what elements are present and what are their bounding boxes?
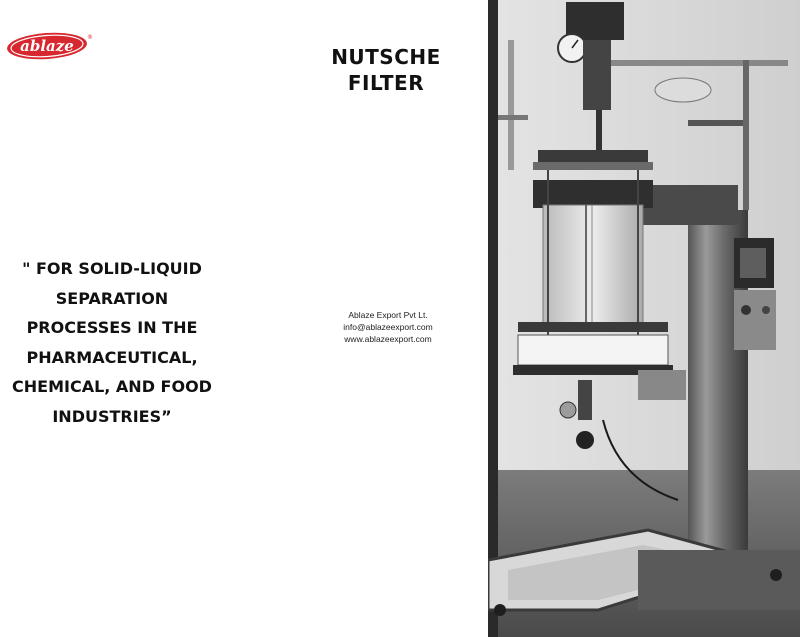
website-link[interactable]: www.ablazeexport.com bbox=[344, 334, 432, 344]
contact-block bbox=[330, 309, 446, 345]
nutsche-filter-photo bbox=[488, 0, 800, 637]
title-line-1: NUTSCHE bbox=[331, 45, 441, 69]
logo-text: ablaze bbox=[20, 37, 74, 55]
email-link[interactable]: info@ablazeexport.com bbox=[343, 322, 433, 332]
ablaze-logo bbox=[6, 30, 94, 62]
company-name: Ablaze Export Pvt Lt. bbox=[348, 310, 428, 320]
title-line-2: FILTER bbox=[347, 71, 425, 95]
quote-line: PHARMACEUTICAL, bbox=[26, 347, 198, 367]
registered-mark: ® bbox=[87, 34, 93, 41]
tagline-quote bbox=[4, 254, 220, 431]
quote-line: CHEMICAL, AND FOOD bbox=[12, 377, 212, 396]
quote-line: " FOR SOLID-LIQUID bbox=[22, 259, 202, 278]
quote-line: SEPARATION bbox=[55, 288, 169, 308]
page-title bbox=[320, 44, 452, 96]
quote-line: PROCESSES IN THE bbox=[26, 318, 198, 337]
quote-line: INDUSTRIES” bbox=[52, 406, 172, 426]
